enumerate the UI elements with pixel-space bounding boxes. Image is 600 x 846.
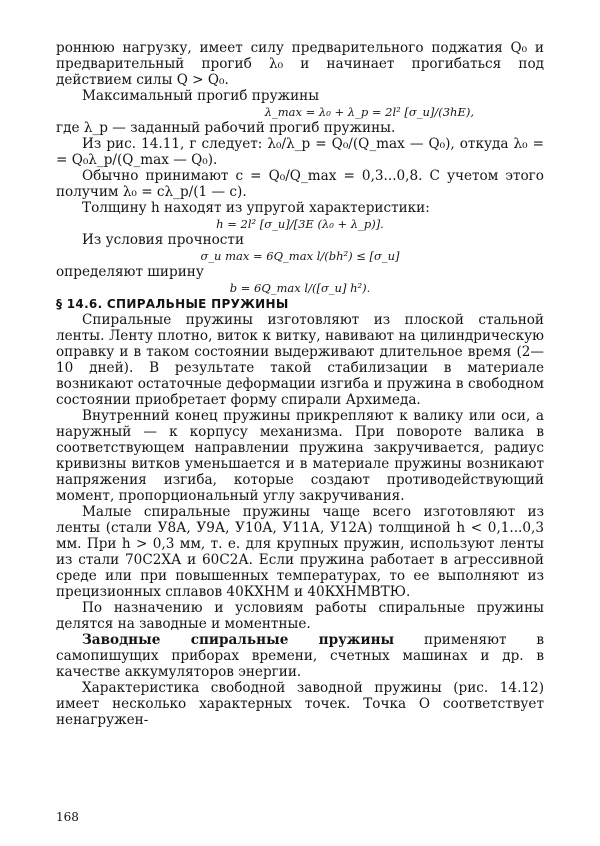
paragraph-spiral-5-text: применяют в самопишущих приборах времени, счетных машинах и др. в качестве аккумуляторов энергии.: [56, 632, 544, 680]
paragraph-continuation: роннюю нагрузку, имеет силу предварительного поджатия Q₀ и предварительный прогиб λ₀ и начинает прогибаться под действием силы Q > Q₀.: [56, 40, 544, 88]
paragraph-spiral-5: [56, 632, 544, 680]
paragraph-spiral-4: По назначению и условиям работы спиральные пружины делятся на заводные и моментные.: [56, 600, 544, 632]
paragraph-strength: Из условия прочности: [82, 232, 245, 248]
paragraph-spiral-1: Спиральные пружины изготовляют из плоской стальной ленты. Ленту плотно, виток к витку, навивают на цилиндрическую оправку и в таком состоянии выдерживают длительное время (2—10 дней). В результате такой стабилизации в материале возникают остаточные деформации изгиба и пружина в свободном состоянии приобретает форму спирали Архимеда.: [56, 312, 544, 408]
paragraph-width: определяют ширину: [56, 264, 204, 280]
formula-h: h = 2l² [σ_и]/[3E (λ₀ + λ_p)].: [216, 217, 384, 231]
section-heading: § 14.6. СПИРАЛЬНЫЕ ПРУЖИНЫ: [56, 297, 289, 311]
paragraph-max-deflection: Максимальный прогиб пружины: [82, 88, 320, 104]
paragraph-where: где λ_p — заданный рабочий прогиб пружины.: [56, 120, 396, 136]
paragraph-usually: Обычно принимают c = Q₀/Q_max = 0,3...0,8. С учетом этого получим λ₀ = cλ_p/(1 — c).: [56, 168, 544, 200]
paragraph-spiral-6: Характеристика свободной заводной пружины (рис. 14.12) имеет несколько характерных точек. Точка O соответствует ненагружен-: [56, 680, 544, 728]
term-winding-springs: Заводные спиральные пружины: [82, 632, 395, 648]
paragraph-spiral-2: Внутренний конец пружины прикрепляют к валику или оси, а наружный — к корпусу механизма. При повороте валика в соответствующем направлении пружина закручивается, радиус кривизны витков уменьшается и в материале пружины возникают напряжения изгиба, которые создают противодействующий момент, пропорциональный углу закручивания.: [56, 408, 544, 504]
paragraph-thickness: Толщину h находят из упругой характеристики:: [82, 200, 430, 216]
formula-b: b = 6Q_max l/([σ_и] h²).: [229, 281, 371, 295]
page-number: 168: [56, 810, 79, 824]
page-text: [56, 40, 544, 728]
paragraph-spiral-3: Малые спиральные пружины чаще всего изготовляют из ленты (стали У8А, У9А, У10А, У11А, У12А) толщиной h < 0,1...0,3 мм. При h > 0,3 мм, т. е. для крупных пружин, используют ленты из стали 70С2ХА и 60С2А. Если пружина работает в агрессивной среде или при повышенных температурах, то ее выполняют из прецизионных сплавов 40КХНМ и 40КХНМВТЮ.: [56, 504, 544, 600]
formula-sigma: σ_и max = 6Q_max l/(bh²) ≤ [σ_и]: [200, 249, 400, 263]
paragraph-fig-14-11: Из рис. 14.11, г следует: λ₀/λ_p = Q₀/(Q_max — Q₀), откуда λ₀ = = Q₀λ_p/(Q_max — Q₀).: [56, 136, 544, 168]
formula-lambda-max: λ_max = λ₀ + λ_p = 2l² [σ_и]/(3hE),: [264, 105, 474, 119]
